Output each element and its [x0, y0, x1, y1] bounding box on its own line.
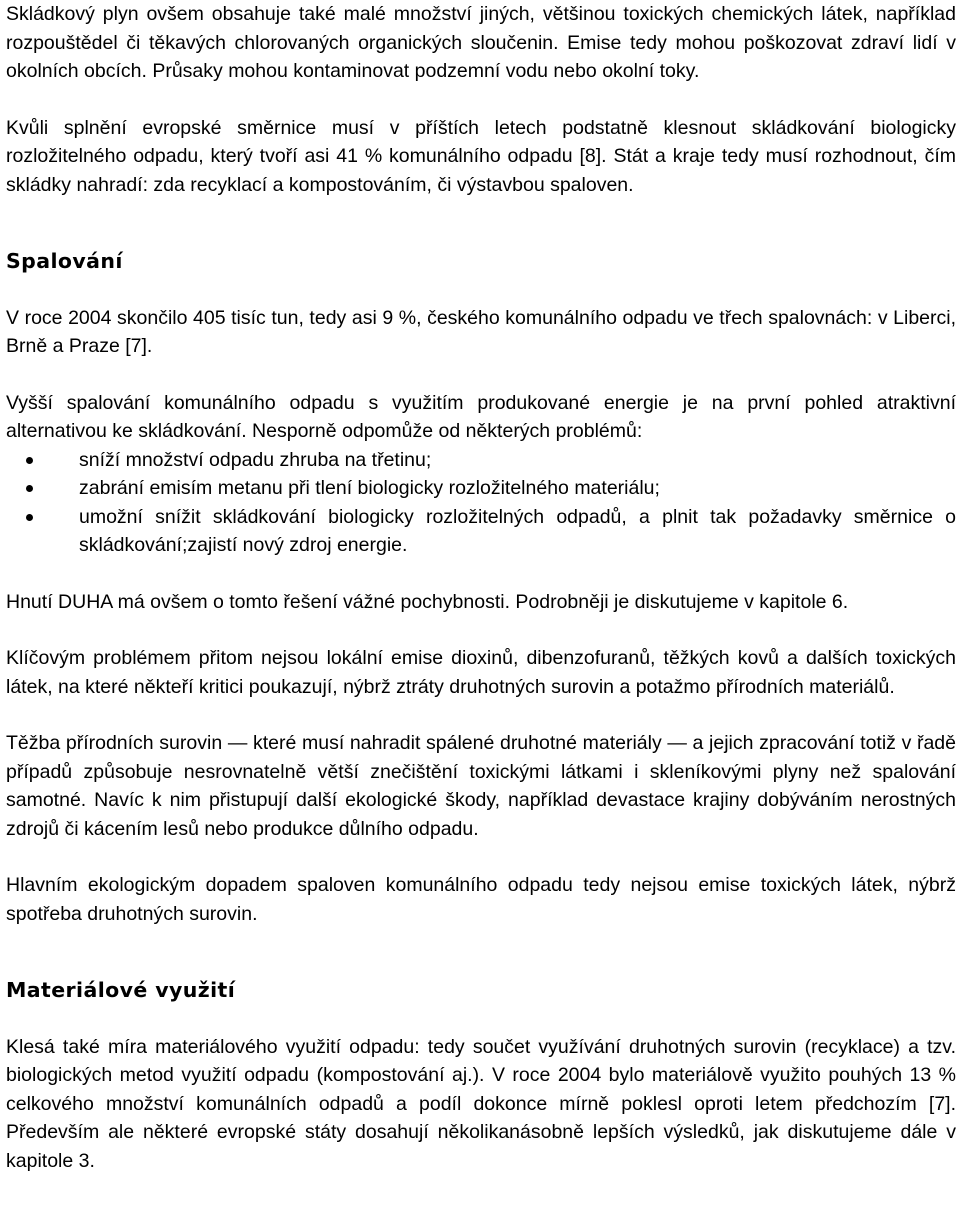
bullet-icon: [26, 485, 33, 492]
heading-materialove-vyuziti: Materiálové využití: [6, 978, 236, 1002]
benefits-list: [6, 446, 956, 560]
heading-spalovani: Spalování: [6, 249, 123, 273]
paragraph-incineration-benefits: Vyšší spalování komunálního odpadu s využitím produkované energie je na první pohled atraktivní alternativou ke skládkování. Nesporně odpomůže od některých problémů:: [6, 391, 956, 442]
paragraph-key-problem: Klíčovým problémem přitom nejsou lokální emise dioxinů, dibenzofuranů, těžkých kovů a dalších toxických látek, na které někteří kritici poukazují, nýbrž ztráty druhotných surovin a potažmo přírodních materiálů.: [6, 647, 956, 698]
list-item: sníží množství odpadu zhruba na třetinu;: [6, 446, 956, 475]
list-item: zabrání emisím metanu při tlení biologicky rozložitelného materiálu;: [6, 474, 956, 503]
paragraph-main-impact: Hlavním ekologickým dopadem spaloven komunálního odpadu tedy nejsou emise toxických látek, nýbrž spotřeba druhotných surovin.: [6, 874, 956, 925]
paragraph-material-recovery: Klesá také míra materiálového využití odpadu: tedy součet využívání druhotných surovin (recyklace) a tzv. biologických metod využití odpadu (kompostování aj.). V roce 2004 bylo materiálově využito pouhých 13 % celkového množství komunálních odpadů a podíl dokonce mírně poklesl oproti letem předchozím [7]. Především ale některé evropské státy dosahují několikanásobně lepších výsledků, jak diskutujeme dále v kapitole 3.: [6, 1035, 956, 1172]
document-page: [6, 0, 956, 1175]
paragraph-landfill-gas: Skládkový plyn ovšem obsahuje také malé množství jiných, většinou toxických chemických látek, například rozpouštědel či těkavých chlorovaných organických sloučenin. Emise tedy mohou poškozovat zdraví lidí v okolních obcích. Průsaky mohou kontaminovat podzemní vodu nebo okolní toky.: [6, 3, 956, 82]
bullet-icon: [26, 457, 33, 464]
list-item: umožní snížit skládkování biologicky rozložitelných odpadů, a plnit tak požadavky směrnice o skládkování;zajistí nový zdroj energie.: [6, 503, 956, 560]
paragraph-hnuti-duha: Hnutí DUHA má ovšem o tomto řešení vážné pochybnosti. Podrobněji je diskutujeme v kapitole 6.: [6, 590, 849, 613]
paragraph-incinerators-2004: V roce 2004 skončilo 405 tisíc tun, tedy asi 9 %, českého komunálního odpadu ve třech spalovnách: v Liberci, Brně a Praze [7].: [6, 306, 956, 357]
paragraph-eu-directive: Kvůli splnění evropské směrnice musí v příštích letech podstatně klesnout skládkování biologicky rozložitelného odpadu, který tvoří asi 41 % komunálního odpadu [8]. Stát a kraje tedy musí rozhodnout, čím skládky nahradí: zda recyklací a kompostováním, či výstavbou spaloven.: [6, 116, 956, 196]
bullet-icon: [26, 514, 33, 521]
paragraph-raw-materials: Těžba přírodních surovin — které musí nahradit spálené druhotné materiály — a jejich zpracování totiž v řadě případů způsobuje nesrovnatelně větší znečištění toxickými látkami i skleníkovými plyny než spalování samotné. Navíc k nim přistupují další ekologické škody, například devastace krajiny dobýváním nerostných zdrojů či kácením lesů nebo produkce důlního odpadu.: [6, 732, 956, 840]
